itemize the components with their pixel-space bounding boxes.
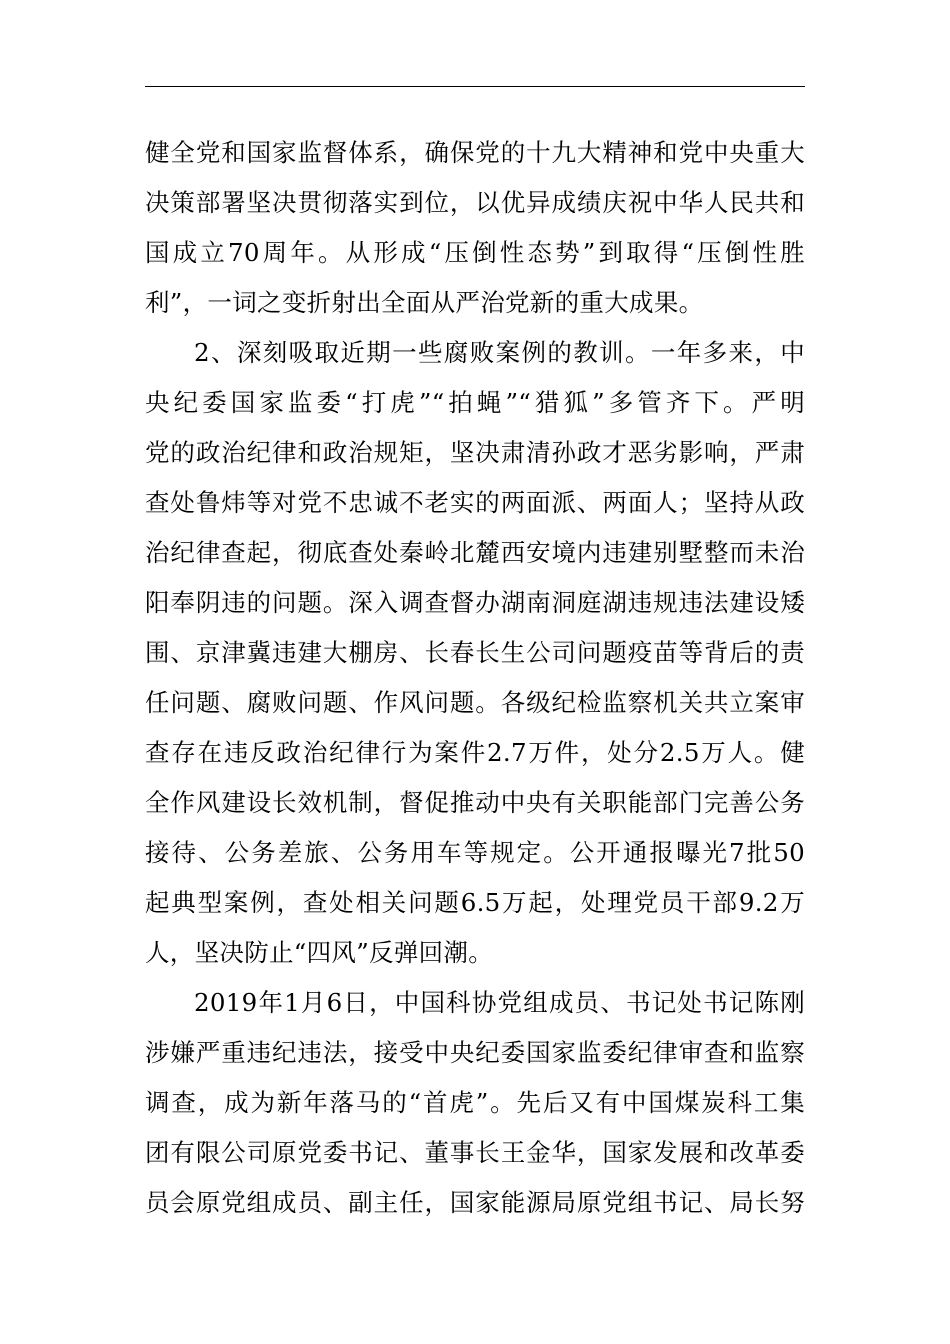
text-line: 治纪律查起，彻底查处秦岭北麓西安境内违建别墅整而未治 bbox=[145, 538, 805, 567]
text-line: 团有限公司原党委书记、董事长王金华，国家发展和改革委 bbox=[145, 1138, 805, 1167]
text-line: 央纪委国家监委“打虎”“拍蝇”“猎狐”多管齐下。严明 bbox=[145, 388, 805, 417]
text-line: 健全党和国家监督体系，确保党的十九大精神和党中央重大 bbox=[145, 138, 805, 167]
text-line: 决策部署坚决贯彻落实到位，以优异成绩庆祝中华人民共和 bbox=[145, 188, 805, 217]
text-line: 调查，成为新年落马的“首虎”。先后又有中国煤炭科工集 bbox=[145, 1088, 805, 1117]
text-line: 国成立70周年。从形成“压倒性态势”到取得“压倒性胜 bbox=[145, 238, 805, 267]
text-line: 起典型案例，查处相关问题6.5万起，处理党员干部9.2万 bbox=[145, 888, 805, 917]
paragraph-first-line: 2019年1月6日，中国科协党组成员、书记处书记陈刚 bbox=[194, 988, 805, 1017]
text-line: 全作风建设长效机制，督促推动中央有关职能部门完善公务 bbox=[145, 788, 805, 817]
text-line: 人，坚决防止“四风”反弹回潮。 bbox=[145, 938, 494, 967]
text-line: 任问题、腐败问题、作风问题。各级纪检监察机关共立案审 bbox=[145, 688, 805, 717]
body-text bbox=[145, 128, 805, 1228]
text-line: 查存在违反政治纪律行为案件2.7万件，处分2.5万人。健 bbox=[145, 738, 805, 767]
section-heading-line: 2、深刻吸取近期一些腐败案例的教训。一年多来，中 bbox=[194, 338, 805, 367]
text-line: 阳奉阴违的问题。深入调查督办湖南洞庭湖违规违法建设矮 bbox=[145, 588, 805, 617]
text-line: 涉嫌严重违纪违法，接受中央纪委国家监委纪律审查和监察 bbox=[145, 1038, 805, 1067]
text-line: 围、京津冀违建大棚房、长春长生公司问题疫苗等背后的责 bbox=[145, 638, 805, 667]
header-rule bbox=[145, 86, 805, 87]
text-line: 查处鲁炜等对党不忠诚不老实的两面派、两面人；坚持从政 bbox=[145, 488, 805, 517]
text-line: 利”，一词之变折射出全面从严治党新的重大成果。 bbox=[145, 288, 704, 317]
text-line: 员会原党组成员、副主任，国家能源局原党组书记、局长努 bbox=[145, 1188, 805, 1217]
text-line: 接待、公务差旅、公务用车等规定。公开通报曝光7批50 bbox=[145, 838, 805, 867]
text-line: 党的政治纪律和政治规矩，坚决肃清孙政才恶劣影响，严肃 bbox=[145, 438, 805, 467]
